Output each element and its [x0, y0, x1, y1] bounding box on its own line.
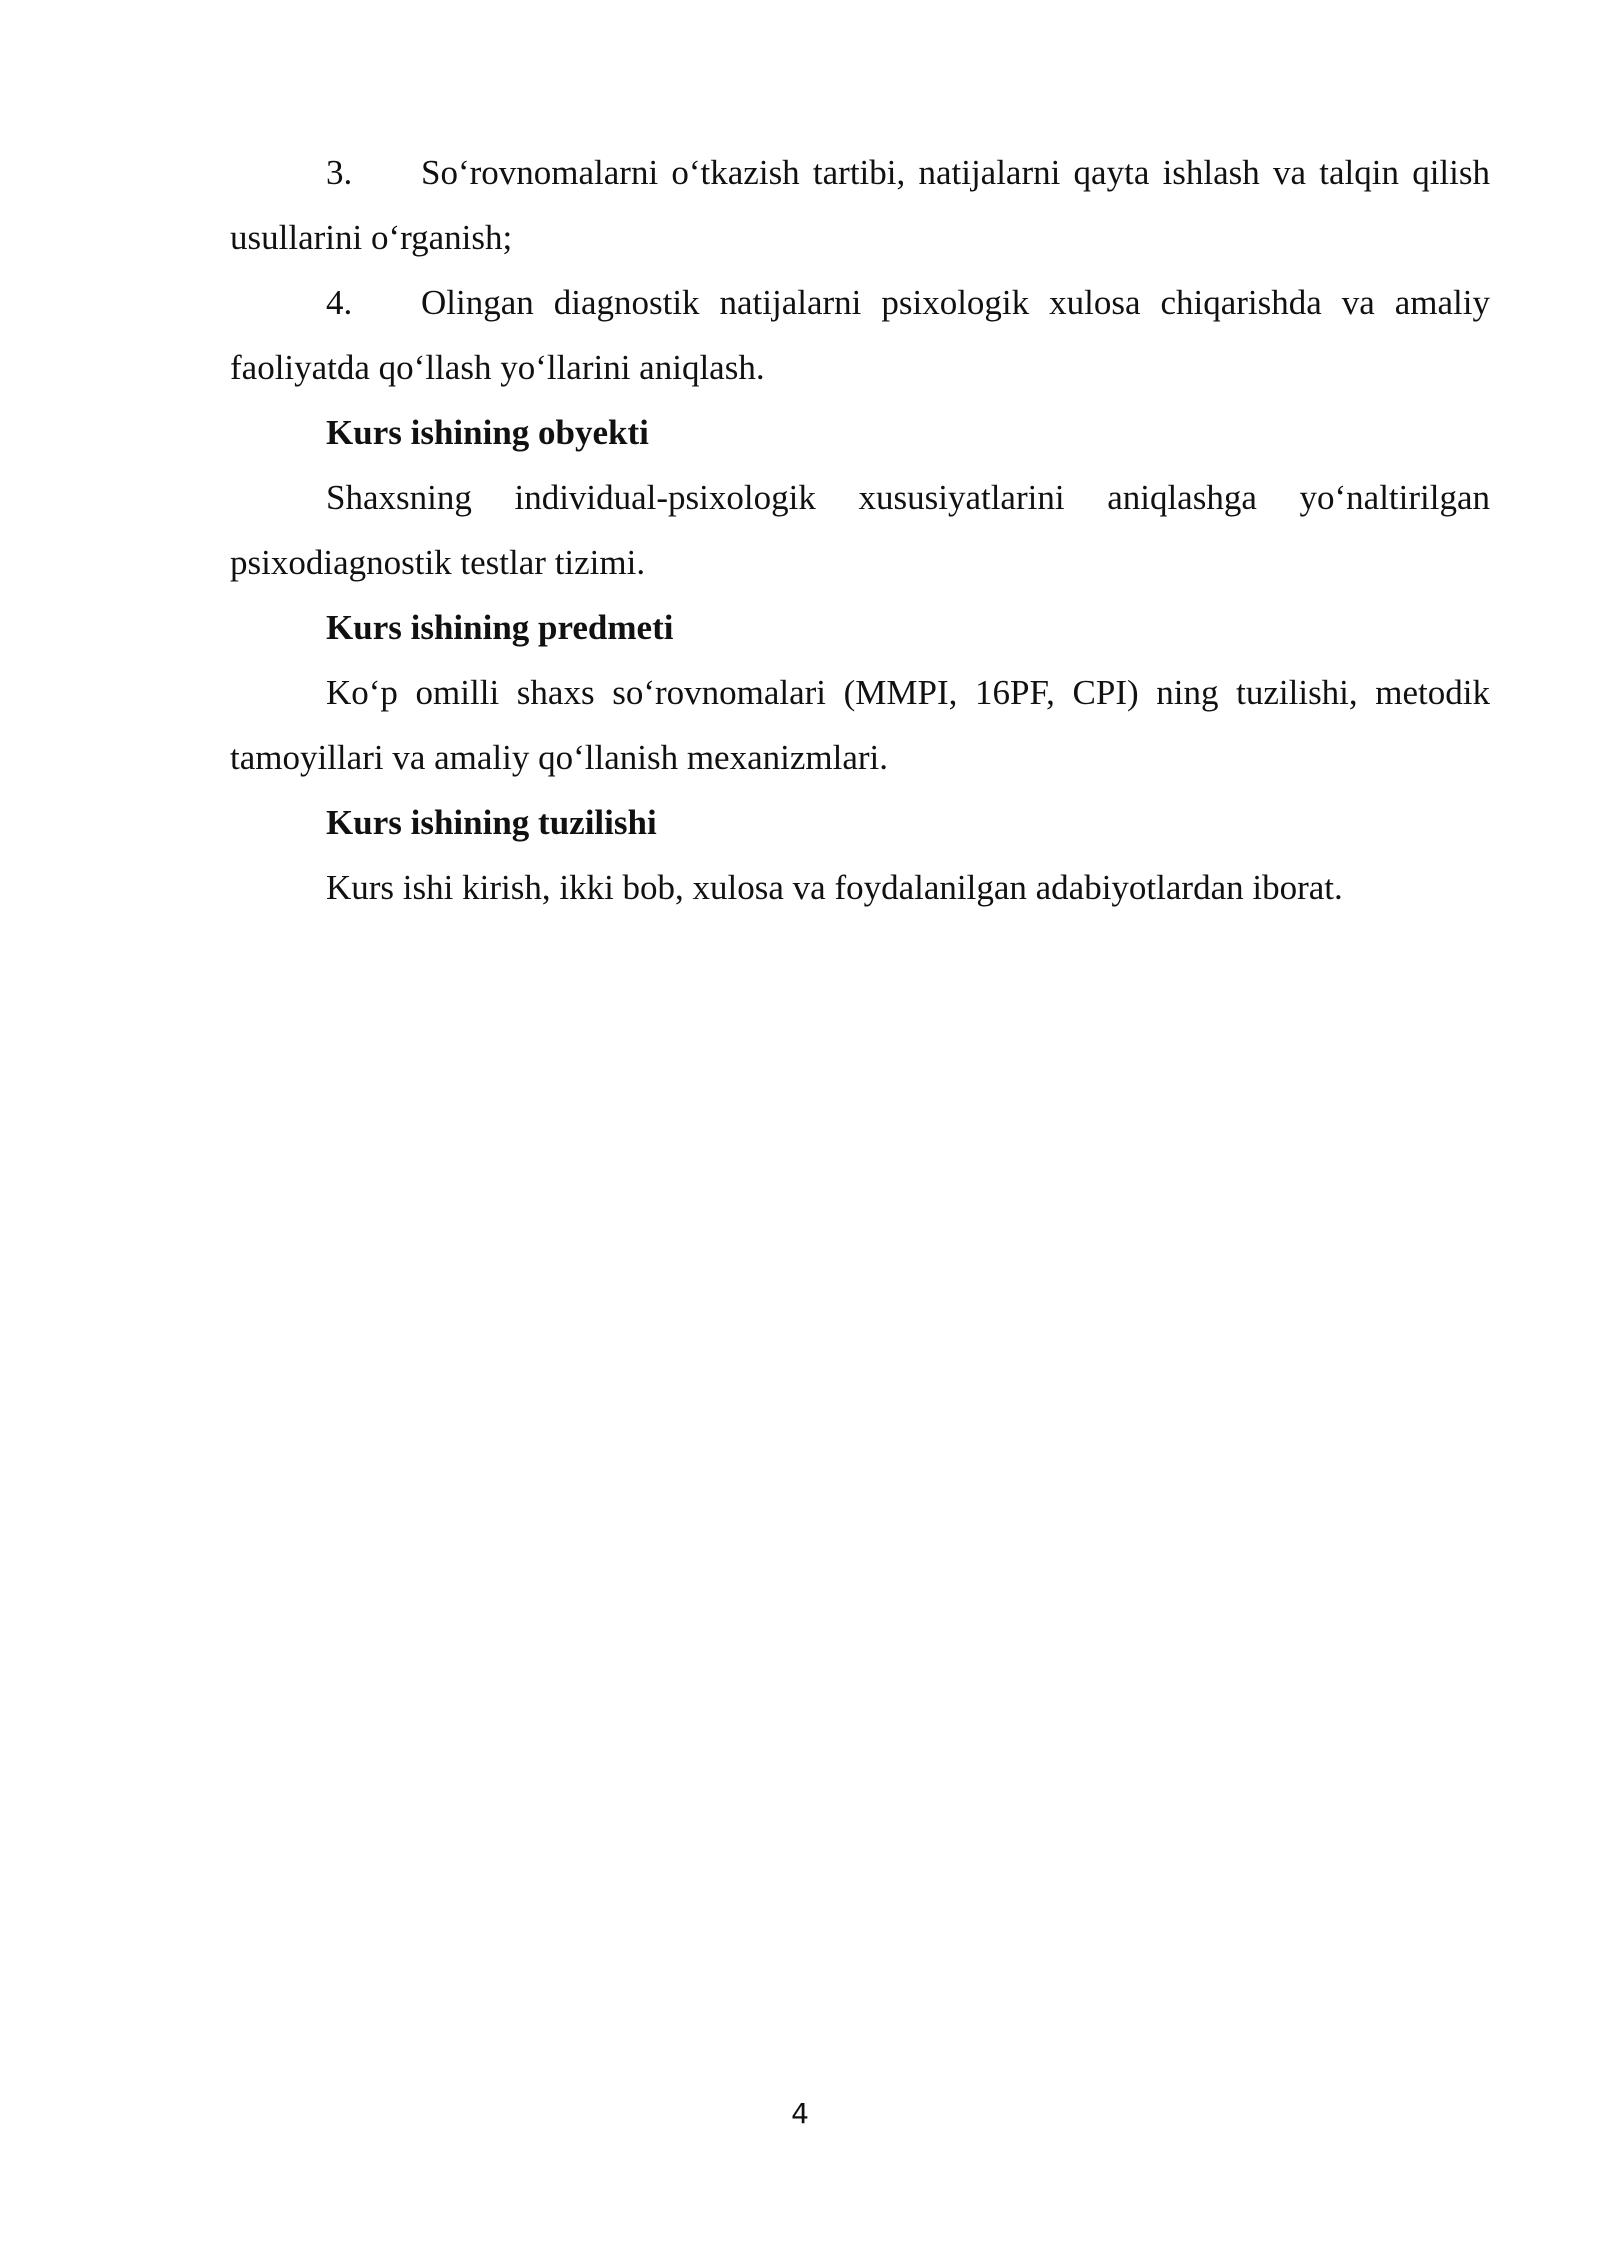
- section-heading-structure: Kurs ishining tuzilishi: [326, 803, 657, 842]
- section-heading-object: Kurs ishining obyekti: [326, 413, 649, 452]
- page-number: 4: [791, 2097, 809, 2130]
- list-item-text: So‘rovnomalarni o‘tkazish tartibi, natijalarni qayta ishlash va talqin qilish usullarini o‘rganish;: [230, 153, 1490, 257]
- section-text-subject: Ko‘p omilli shaxs so‘rovnomalari (MMPI, 16PF, CPI) ning tuzilishi, metodik tamoyillari va amaliy qo‘llanish mexanizmlari.: [230, 673, 1490, 777]
- list-number: 3.: [326, 153, 353, 192]
- list-item-text: Olingan diagnostik natijalarni psixologik xulosa chiqarishda va amaliy faoliyatda qo‘llash yo‘llarini aniqlash.: [230, 283, 1490, 387]
- section-heading-subject: Kurs ishining predmeti: [326, 608, 674, 647]
- list-item-3: [230, 140, 1490, 270]
- section-text-structure: Kurs ishi kirish, ikki bob, xulosa va foydalanilgan adabiyotlardan iborat.: [326, 868, 1343, 907]
- document-body: [230, 140, 1490, 920]
- list-number: 4.: [326, 283, 353, 322]
- section-text-object: Shaxsning individual-psixologik xususiyatlarini aniqlashga yo‘naltirilgan psixodiagnostik testlar tizimi.: [230, 478, 1490, 582]
- list-item-4: [230, 270, 1490, 400]
